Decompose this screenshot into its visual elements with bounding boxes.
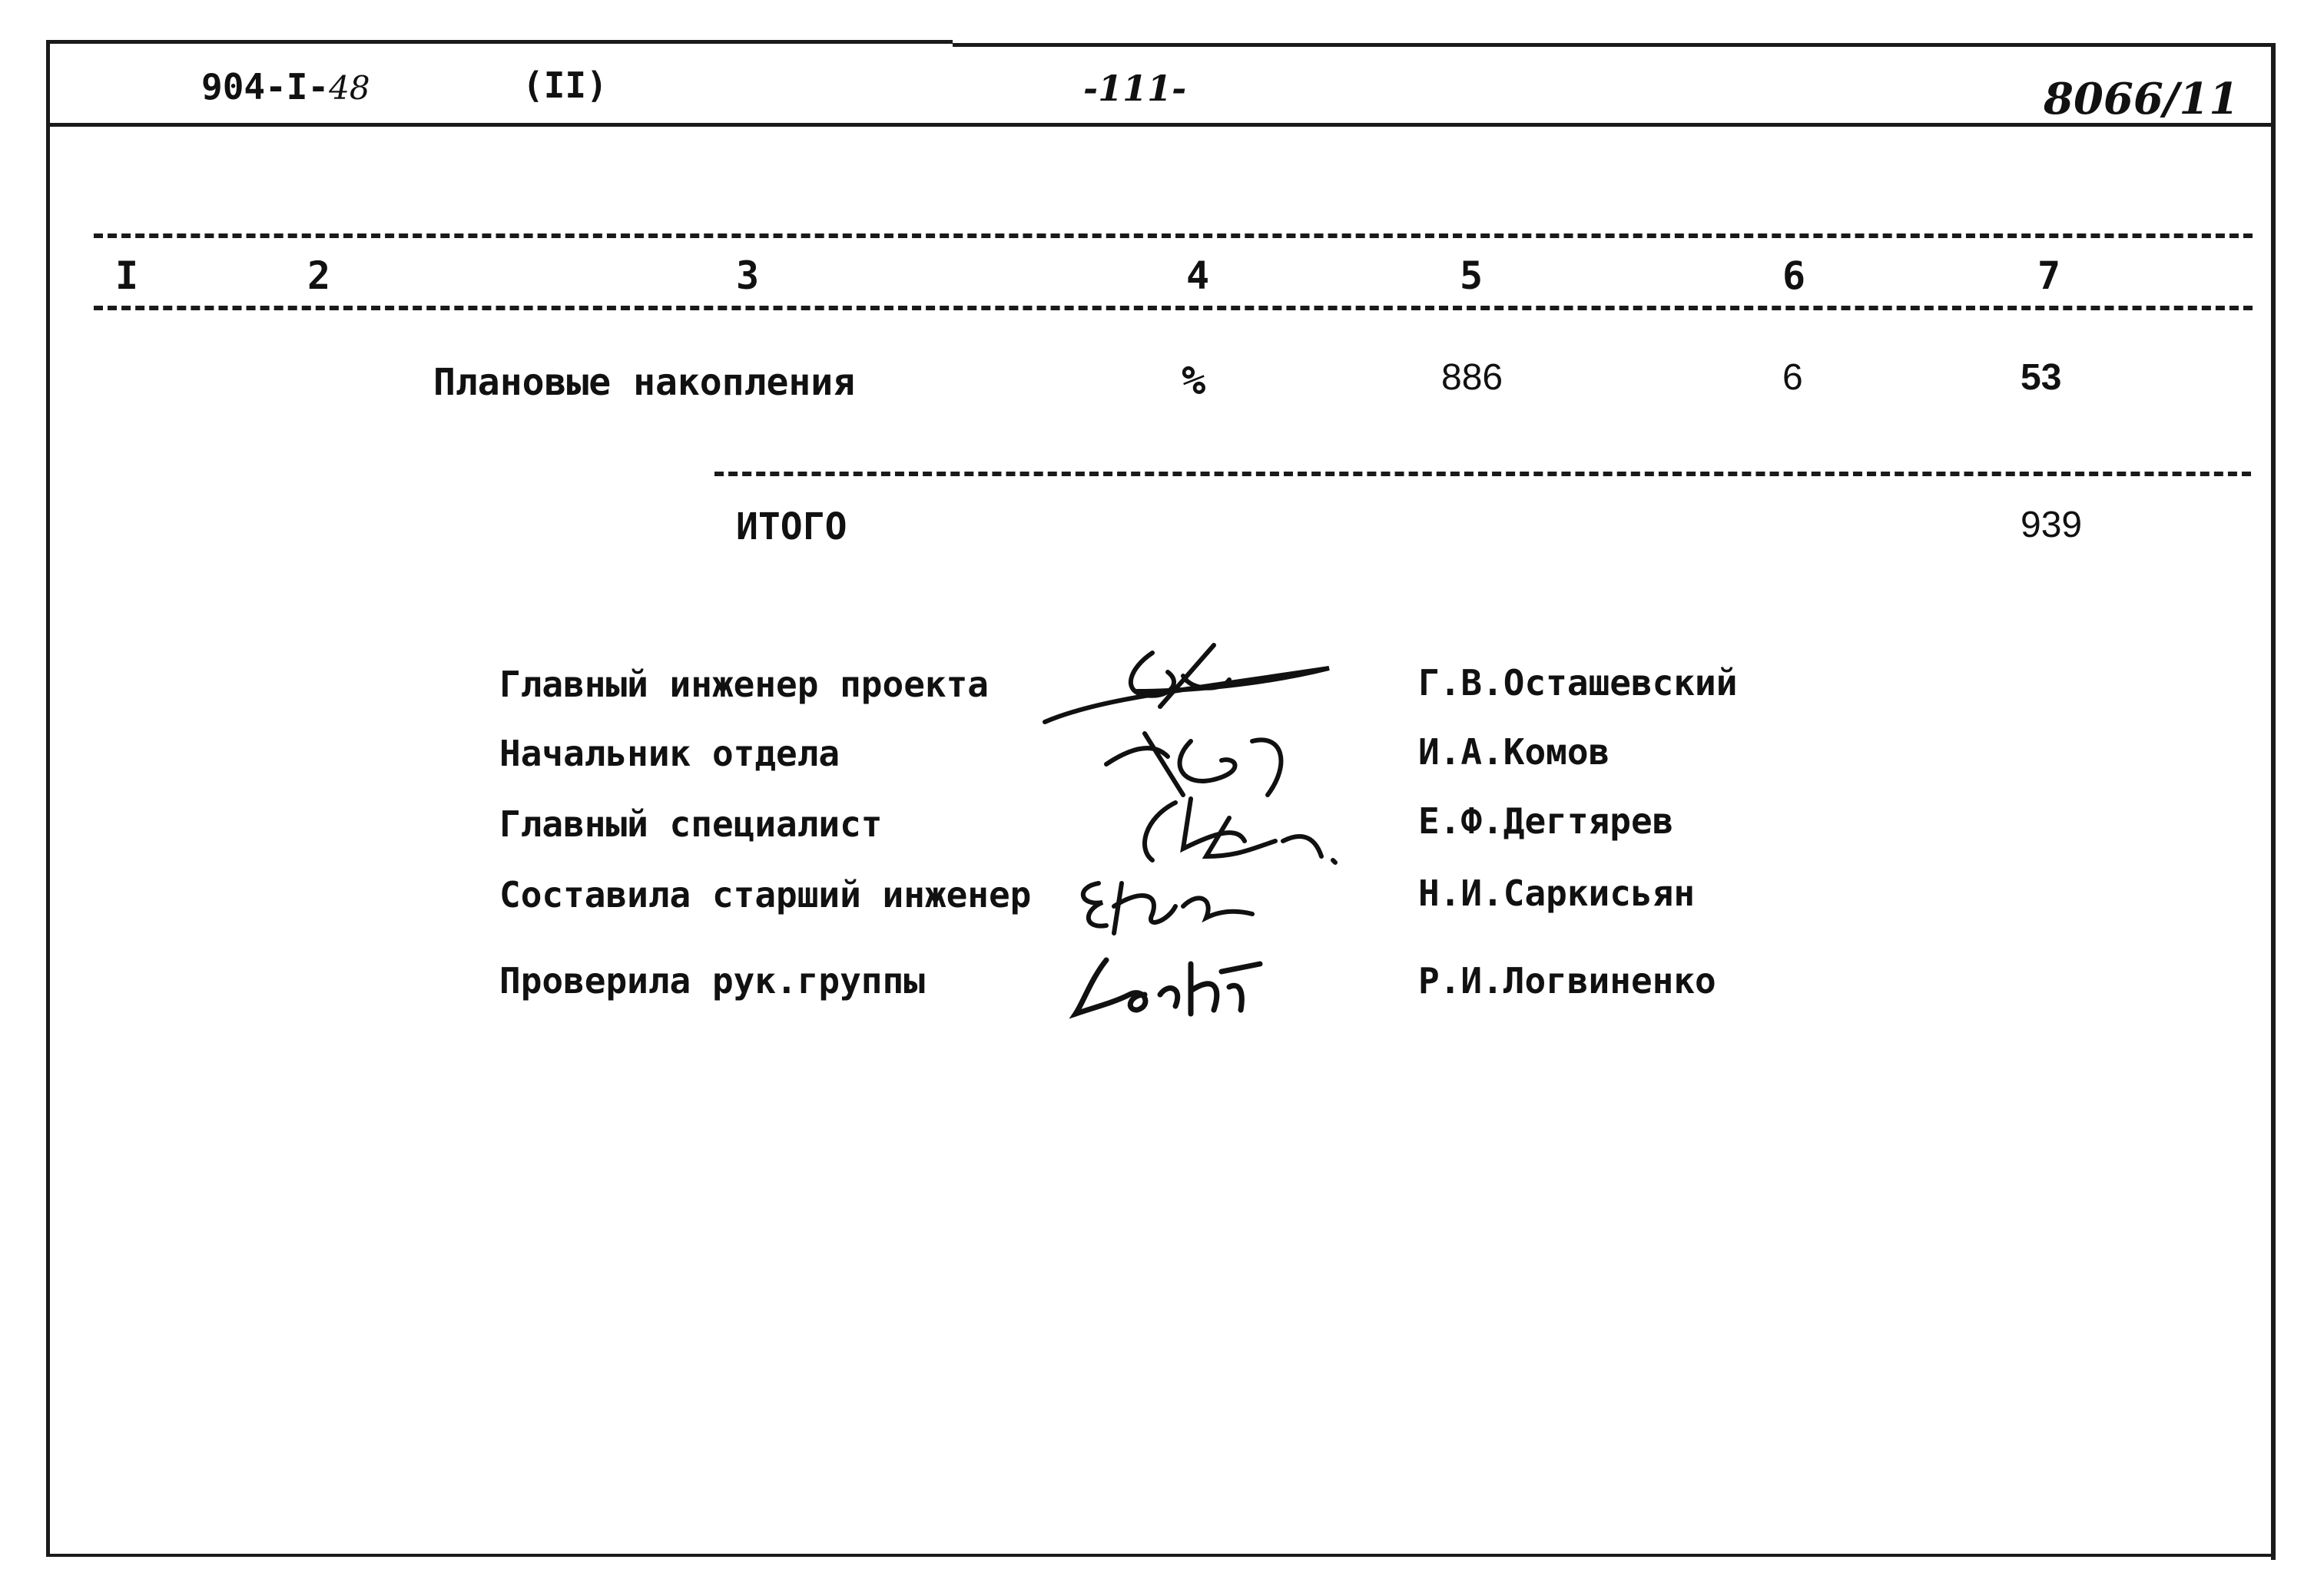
issue-label: (II) [522,65,608,106]
signature-mark [1122,787,1352,872]
total-label: ИТОГО [736,505,847,548]
row-name: Плановые накопления [433,361,856,404]
frame-top-left [46,40,953,44]
row-unit: % [1182,358,1206,404]
row-col5: 886 [1441,357,1503,398]
signature-mark [1068,860,1268,945]
frame-right [2271,43,2276,1560]
signature-mark [1068,941,1268,1025]
signatory-name: Г.В.Осташевский [1418,662,1738,704]
row-col7: 53 [2021,357,2062,398]
series-code: 904-I-48 [201,66,370,108]
page-number: -111- [1083,68,1187,109]
signature-role: Проверила рук.группы [499,960,925,1002]
signature-role: Главный специалист [499,803,883,845]
column-number: 3 [736,253,760,298]
signature-role: Главный инженер проекта [499,664,989,705]
inventory-number: 8066/11 [2044,74,2239,124]
signatory-name: И.А.Комов [1418,731,1610,773]
header-divider [46,123,2276,127]
frame-left [46,40,50,1557]
column-number: 6 [1782,253,1806,298]
signatory-name: Р.И.Логвиненко [1418,960,1716,1002]
signature-mark [1037,637,1344,730]
column-number: 2 [307,253,331,298]
signature-role: Составила старший инженер [499,874,1032,916]
column-number: I [115,253,139,298]
column-number: 5 [1460,253,1484,298]
series-code-handwritten: 48 [329,69,370,107]
total-value: 939 [2021,505,2083,545]
signatory-name: Н.И.Саркисьян [1418,873,1696,914]
column-number: 4 [1186,253,1210,298]
row-col6: 6 [1782,357,1803,398]
column-number: 7 [2037,253,2061,298]
table-header-rule [94,306,2253,310]
signatory-name: Е.Ф.Дегтярев [1418,800,1674,842]
table-top-rule [94,233,2253,238]
frame-bottom [46,1554,2276,1557]
signature-role: Начальник отдела [499,733,840,774]
total-rule [714,472,2251,476]
frame-top-right [953,43,2274,47]
